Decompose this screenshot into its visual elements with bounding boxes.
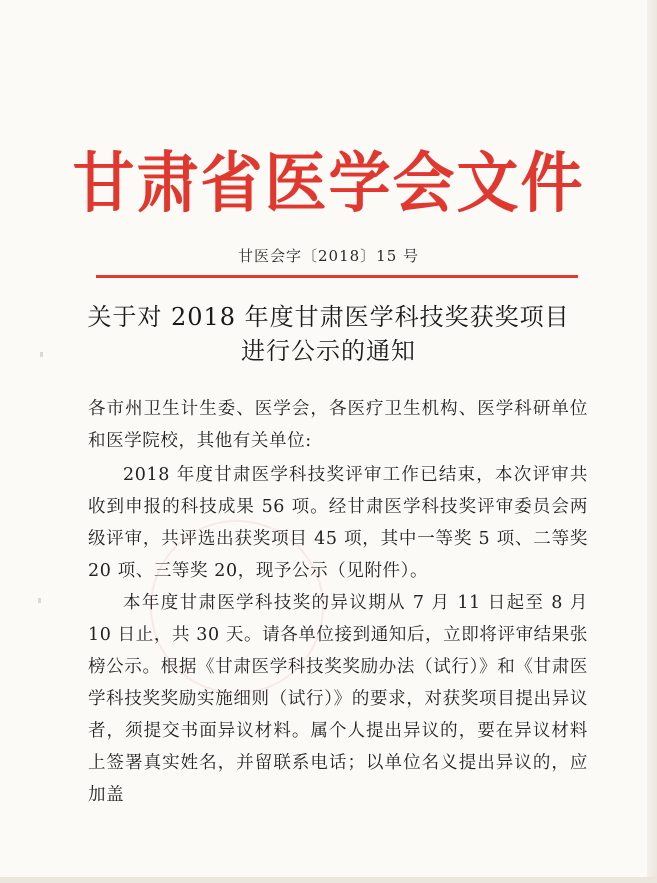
body-paragraph: 2018 年度甘肃医学科技奖评审工作已结束，本次评审共收到申报的科技成果 56 项。经甘肃医学科技奖评审委员会两级评审，共评选出获奖项目 45 项，其中一等奖 5 项、二等奖 20 项、三等奖 20，现予公示（见附件）。 bbox=[88, 465, 588, 581]
scan-edge-bottom bbox=[0, 877, 657, 883]
body-paragraph: 本年度甘肃医学科技奖的异议期从 7 月 11 日起至 8 月 10 日止，共 30 天。请各单位接到通知后，立即将评审结果张榜公示。根据《甘肃医学科技奖奖励办法（试行）》和《甘肃医学科技奖奖励实施细则（试行）》的要求，对获奖项目提出异议者，须提交书面异议材料。属个人提出异议的，要在异议材料上签署真实姓名，并留联系电话；以单位名义提出异议的，应加盖 bbox=[88, 593, 588, 805]
title-line: 进行公示的通知 bbox=[241, 337, 416, 365]
addressee-paragraph: 各市州卫生计生委、医学会，各医疗卫生机构、医学科研单位和医学院校，其他有关单位: bbox=[88, 399, 588, 451]
document-number: 甘医会字〔2018〕15 号 bbox=[237, 247, 420, 265]
notice-title bbox=[0, 300, 657, 368]
document-masthead: 甘肃省医学会文件 bbox=[72, 144, 585, 222]
title-line: 关于对 2018 年度甘肃医学科技奖获奖项目 bbox=[87, 303, 570, 331]
scan-speck bbox=[38, 598, 41, 603]
red-divider-line bbox=[96, 275, 578, 278]
